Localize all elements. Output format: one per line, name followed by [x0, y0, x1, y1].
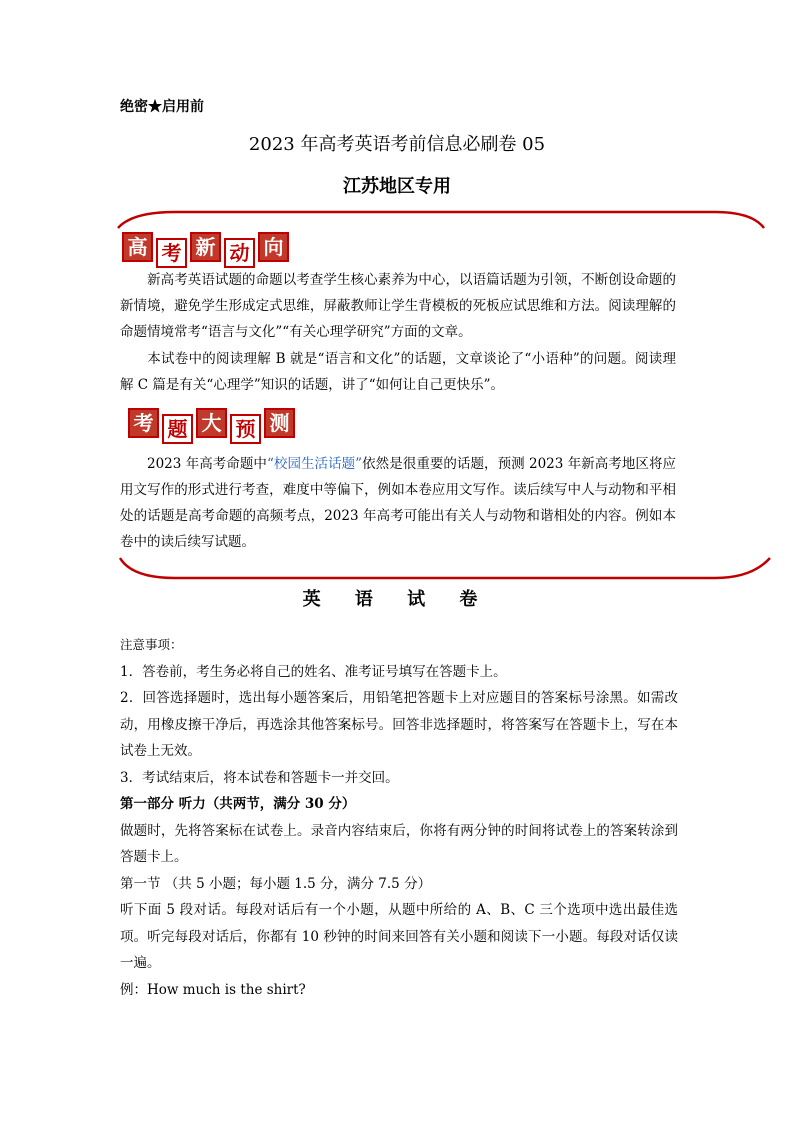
trends-paragraph-2 — [120, 346, 676, 398]
notes-item-1: 1．答卷前，考生务必将自己的姓名、准考证号填写在答题卡上。 — [120, 663, 507, 680]
banner-char: 新 — [190, 232, 221, 262]
prediction-paragraph — [120, 451, 676, 555]
trends-text-2: 本试卷中的阅读理解 B 就是“语言和文化”的话题，文章谈论了“小语种”的问题。阅读理解 C 篇是有关“心理学”知识的话题，讲了“如何让自己更快乐”。 — [120, 351, 676, 393]
prediction-text-rest: 依然是很重要的话题，预测 2023 年新高考地区将应用文写作的形式进行考查，难度中等偏下，例如本卷应用文写作。读后续写中人与动物和平相处的话题是高考命题的高频考点，2023 年高考可能出有关人与动物和谐相处的内容。例如本卷中的读后续写试题。 — [120, 456, 676, 550]
instructions — [120, 632, 678, 1003]
banner-char: 大 — [196, 408, 227, 438]
banner-char: 测 — [264, 408, 295, 438]
confidential-label: 绝密★启用前 — [120, 99, 204, 115]
notes-item-3: 3．考试结束后，将本试卷和答题卡一并交回。 — [120, 769, 399, 786]
banner-char: 动 — [224, 238, 255, 268]
banner-exam-trends — [122, 232, 292, 268]
part-one-heading: 第一部分 听力（共两节，满分 30 分） — [120, 796, 356, 812]
banner-char: 考 — [128, 408, 159, 438]
paper-subtitle: 江苏地区专用 — [343, 176, 451, 197]
prediction-text-start: 2023 年高考命题中 — [147, 456, 267, 472]
banner-char: 向 — [258, 232, 289, 262]
banner-char: 高 — [122, 232, 153, 262]
banner-char: 考 — [156, 238, 187, 268]
banner-exam-prediction — [128, 408, 298, 444]
section-one-description: 听下面 5 段对话。每段对话后有一个小题，从题中所给的 A、B、C 三个选项中选出最佳选项。听完每段对话后，你都有 10 秒钟的时间来回答有关小题和阅读下一小题。每段对话仅读一遍。 — [120, 902, 678, 971]
banner-char: 题 — [162, 414, 193, 444]
paper-title: 2023 年高考英语考前信息必刷卷 05 — [248, 134, 546, 155]
trends-text-1: 新高考英语试题的命题以考查学生核心素养为中心，以语篇话题为引领，不断创设命题的新情境，避免学生形成定式思维，屏蔽教师让学生背模板的死板应试思维和方法。阅读理解的命题情境常考“语言与文化”“有关心理学研究”方面的文章。 — [120, 272, 676, 340]
example-question: 例：How much is the shirt? — [120, 981, 306, 998]
trends-paragraph-1 — [120, 267, 676, 345]
exam-title: 英 语 试 卷 — [302, 589, 492, 610]
banner-char: 预 — [230, 414, 261, 444]
part-one-description: 做题时，先将答案标在试卷上。录音内容结束后，你将有两分钟的时间将试卷上的答案转涂到答题卡上。 — [120, 822, 678, 865]
notes-heading: 注意事项： — [120, 637, 183, 652]
prediction-highlight: “校园生活话题” — [266, 456, 363, 472]
notes-item-2: 2．回答选择题时，选出每小题答案后，用铅笔把答题卡上对应题目的答案标号涂黑。如需改动，用橡皮擦干净后，再选涂其他答案标号。回答非选择题时，将答案写在答题卡上，写在本试卷上无效。 — [120, 690, 678, 759]
section-one-heading: 第一节 （共 5 小题；每小题 1.5 分，满分 7.5 分） — [120, 875, 432, 892]
